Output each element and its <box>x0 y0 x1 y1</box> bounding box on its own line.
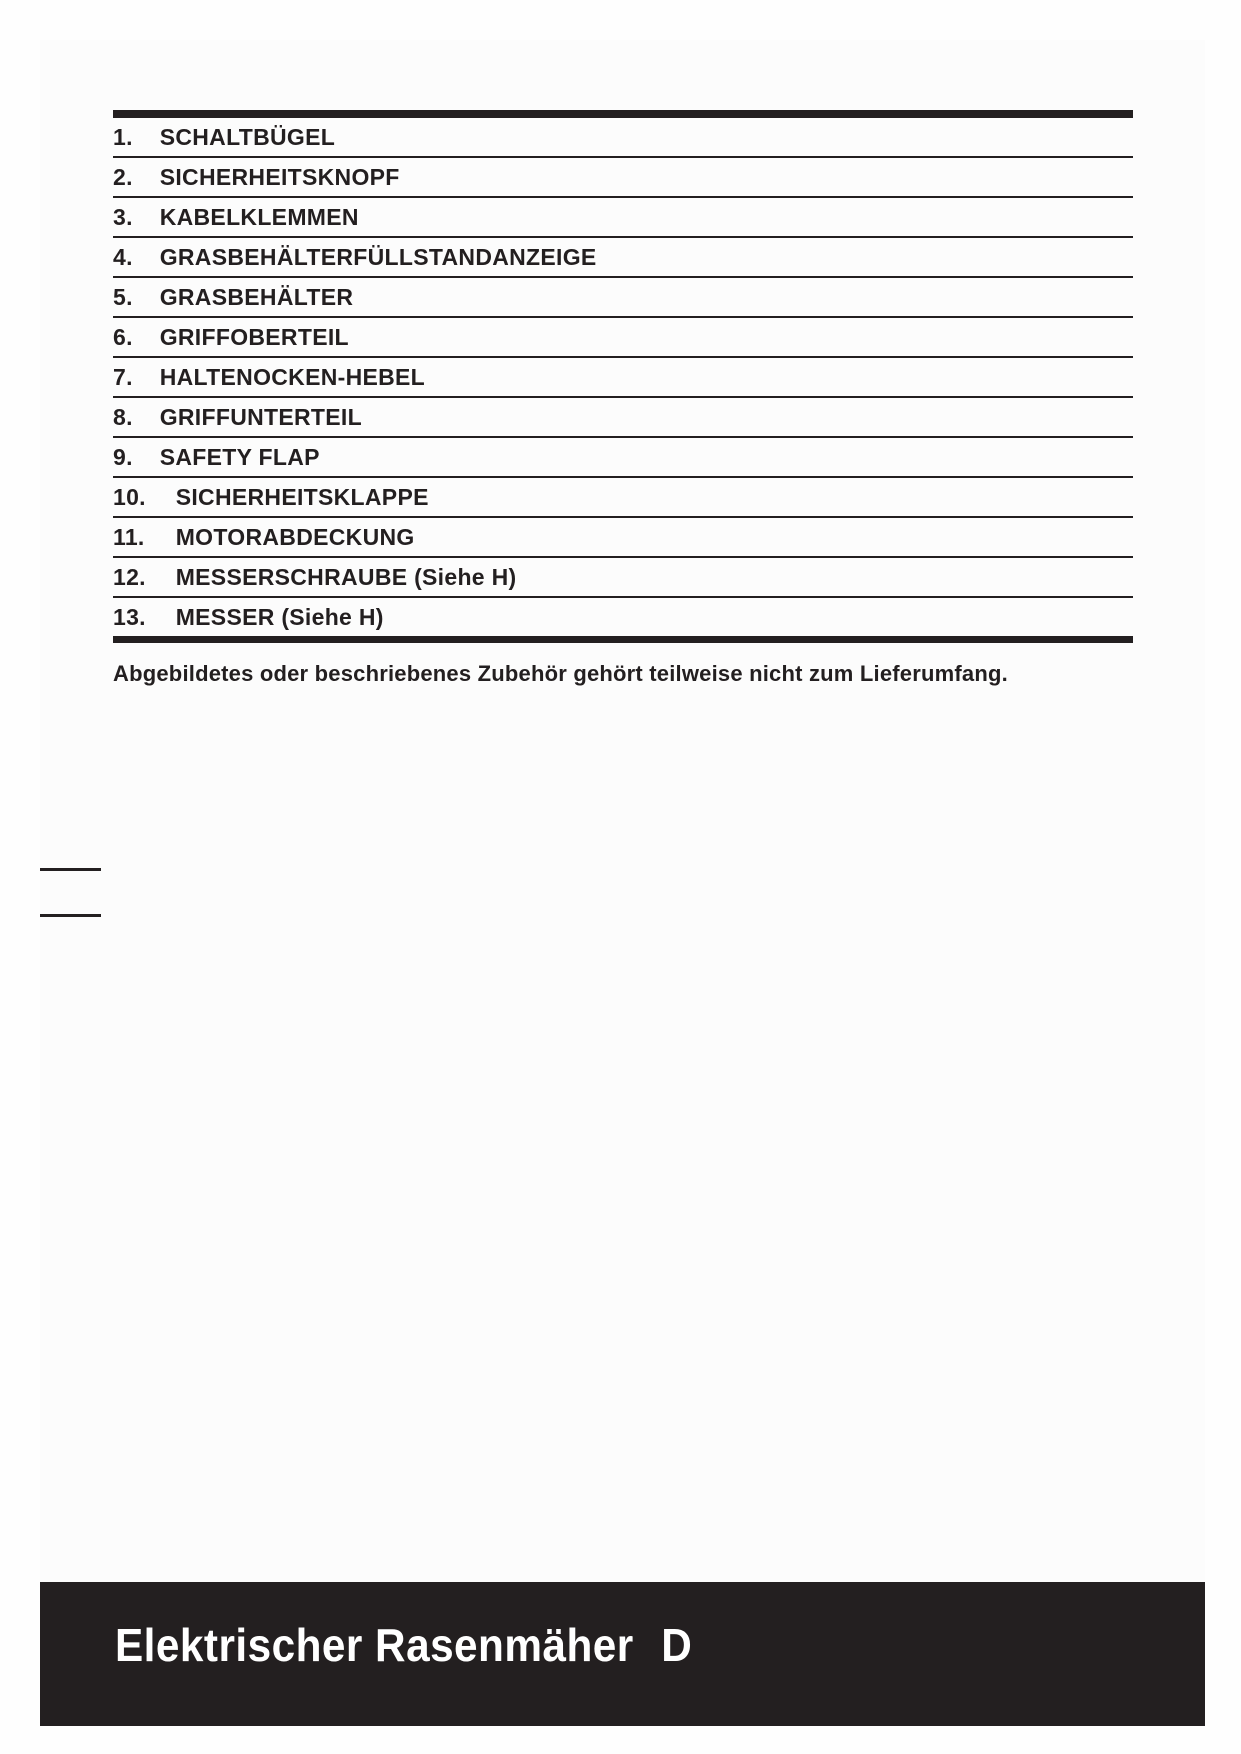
item-label: HALTENOCKEN-HEBEL <box>159 364 426 390</box>
item-number: 11. <box>113 524 145 550</box>
parts-list <box>113 110 1133 643</box>
footer-language-code: D <box>661 1619 693 1671</box>
parts-list-item <box>113 198 1133 238</box>
item-number: 13. <box>113 604 146 630</box>
item-number: 1. <box>113 124 133 150</box>
accessories-note: Abgebildetes oder beschriebenes Zubehör gehört teilweise nicht zum Lieferumfang. <box>113 661 1008 686</box>
margin-mark <box>40 914 101 917</box>
item-label: GRASBEHÄLTERFÜLLSTANDANZEIGE <box>159 244 597 270</box>
item-number: 9. <box>113 444 133 470</box>
item-label: KABELKLEMMEN <box>159 204 359 230</box>
item-label: MESSERSCHRAUBE (Siehe H) <box>175 564 517 590</box>
parts-list-item <box>113 598 1133 636</box>
item-label: MESSER (Siehe H) <box>175 604 384 630</box>
parts-list-item <box>113 158 1133 198</box>
item-label: GRIFFUNTERTEIL <box>159 404 362 430</box>
item-label: GRASBEHÄLTER <box>159 284 354 310</box>
item-label: SICHERHEITSKLAPPE <box>175 484 429 510</box>
item-number: 6. <box>113 324 133 350</box>
item-number: 5. <box>113 284 133 310</box>
parts-list-item <box>113 558 1133 598</box>
item-number: 7. <box>113 364 133 390</box>
parts-list-item <box>113 478 1133 518</box>
parts-list-item <box>113 238 1133 278</box>
parts-list-item <box>113 318 1133 358</box>
footer-band <box>40 1582 1205 1726</box>
item-label: GRIFFOBERTEIL <box>159 324 349 350</box>
parts-list-item <box>113 358 1133 398</box>
item-label: SAFETY FLAP <box>159 444 320 470</box>
margin-mark <box>40 868 101 871</box>
item-number: 12. <box>113 564 146 590</box>
item-label: SCHALTBÜGEL <box>159 124 336 150</box>
item-number: 8. <box>113 404 133 430</box>
item-number: 4. <box>113 244 133 270</box>
parts-list-item <box>113 398 1133 438</box>
item-label: SICHERHEITSKNOPF <box>159 164 400 190</box>
parts-list-item <box>113 518 1133 558</box>
parts-list-item <box>113 278 1133 318</box>
parts-list-item <box>113 438 1133 478</box>
item-number: 3. <box>113 204 133 230</box>
parts-list-item <box>113 118 1133 158</box>
footer-product-name: Elektrischer Rasenmäher <box>115 1619 634 1671</box>
item-label: MOTORABDECKUNG <box>175 524 415 550</box>
footer-title <box>115 1618 692 1672</box>
item-number: 2. <box>113 164 133 190</box>
item-number: 10. <box>113 484 146 510</box>
